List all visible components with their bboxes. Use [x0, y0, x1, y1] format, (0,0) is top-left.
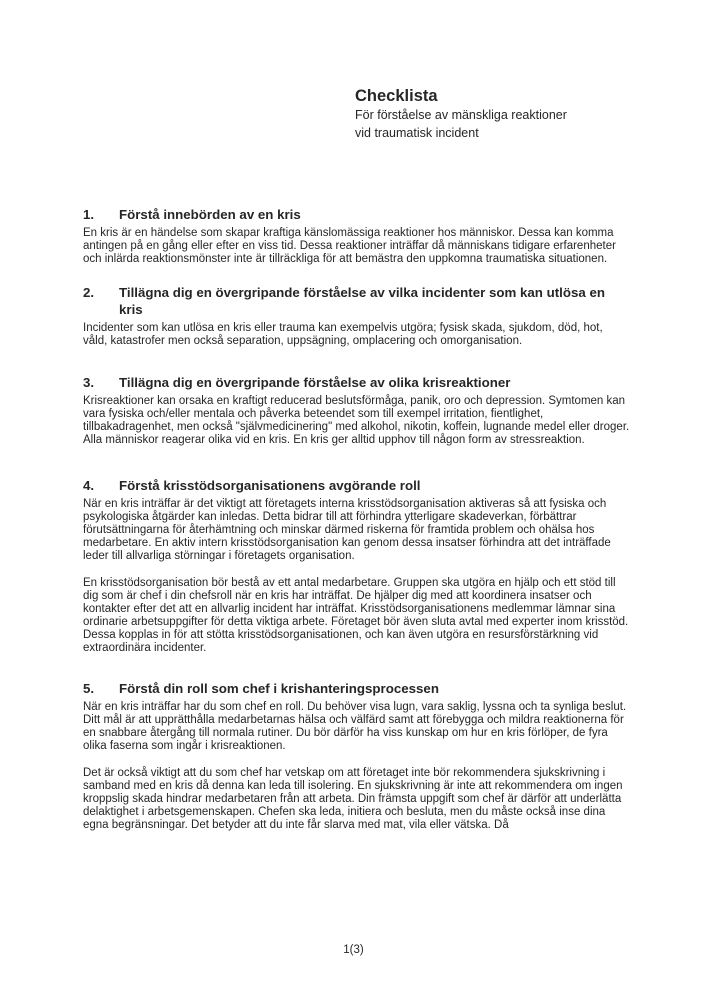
title-block — [355, 86, 630, 142]
section-5-paragraph-2: Det är också viktigt att du som chef har vetskap om att företaget inte bör rekommendera sjukskrivning i samband med en kris då denna kan leda till isolering. En sjukskrivning är inte att rekommendera om ingen kroppslig skada hindrar medarbetaren från att arbeta. Din främsta uppgift som chef är därför att underlätta delaktighet i arbetsgemenskapen. Chefen ska leda, initiera och besluta, men du måste också inse dina egna begränsningar. Det betyder att du inte får slarva med mat, vila eller vätska. Då — [83, 767, 623, 831]
section-4-paragraph-1: När en kris inträffar är det viktigt att företagets interna krisstödsorganisation aktiveras så att fysiska och psykologiska åtgärder kan inledas. Detta bidrar till att förhindra ytterligare skadeverkan, förbättrar förutsättningarna för återhämtning och minskar därmed riskerna för framtida problem och ohälsa hos medarbetare. En aktiv intern krisstödsorganisation kan genom dessa insatser förhindra att det inträffade leder till allvarliga störningar i företagets organisation. — [83, 498, 611, 562]
section-1-number: 1. — [83, 207, 95, 222]
section-2-paragraph-1: Incidenter som kan utlösa en kris eller trauma kan exempelvis utgöra; fysisk skada, sjukdom, död, hot, våld, katastrofer men också separation, uppsägning, omplacering och omorganisation. — [83, 322, 603, 347]
section-3-number: 3. — [83, 375, 95, 390]
section-5 — [83, 680, 630, 832]
section-4-paragraph-2: En krisstödsorganisation bör bestå av ett antal medarbetare. Gruppen ska utgöra en hjälp och ett stöd till dig som är chef i din chefsroll när en kris har inträffat. De hjälper dig med att koordinera insatser och kontakter efter det att en allvarlig incident har inträffat. Krisstödsorganisationens medlemmar lämnar sina ordinarie arbetsuppgifter för detta viktiga arbete. Företaget bör även sluta avtal med experter inom krisstöd. Dessa kopplas in för att stötta krisstödsorganisationen, och kan även utgöra en resursförstärkning vid extraordinära incidenter. — [83, 577, 629, 654]
section-5-heading — [83, 680, 630, 697]
section-1-title: Förstå innebörden av en kris — [119, 207, 301, 222]
section-2 — [83, 284, 630, 348]
section-3-paragraph-1: Krisreaktioner kan orsaka en kraftigt reducerad beslutsförmåga, panik, oro och depression. Symtomen kan vara fysiska och/eller mentala och påverka beteendet som till exempel irritation, fientlighet, tillbakadragenhet, men också "självmedicinering" med alkohol, nikotin, koffein, lugnande medel eller droger. Alla människor reagerar olika vid en kris. En kris ger alltid upphov till någon form av stressreaktion. — [83, 395, 630, 446]
document-subtitle-line-2: vid traumatisk incident — [355, 126, 479, 140]
document-content — [83, 0, 630, 832]
section-5-title: Förstå din roll som chef i krishanteringsprocessen — [119, 681, 439, 696]
section-1-heading — [83, 206, 630, 223]
section-2-number: 2. — [83, 285, 95, 300]
section-3-title: Tillägna dig en övergripande förståelse av olika krisreaktioner — [119, 375, 511, 390]
section-2-title: Tillägna dig en övergripande förståelse av vilka incidenter som kan utlösa en kris — [119, 285, 605, 317]
document-subtitle-line-1: För förståelse av mänskliga reaktioner — [355, 108, 567, 122]
section-1 — [83, 206, 630, 266]
section-5-number: 5. — [83, 681, 95, 696]
section-4-number: 4. — [83, 478, 95, 493]
section-4 — [83, 477, 630, 655]
page-number: 1(3) — [343, 944, 364, 956]
section-5-paragraph-1: När en kris inträffar har du som chef en roll. Du behöver visa lugn, vara saklig, lyssna och ta synliga beslut. Ditt mål är att upprätthålla medarbetarnas hälsa och välfärd samt att förebygga och mildra reaktionerna för en snabbare återgång till normala rutiner. Du bör därför ha viss kunskap om hur en kris förlöper, de fyra olika faserna som ingår i krisreaktionen. — [83, 701, 627, 752]
section-4-title: Förstå krisstödsorganisationens avgörande roll — [119, 478, 421, 493]
section-2-heading — [83, 284, 630, 318]
section-1-paragraph-1: En kris är en händelse som skapar kraftiga känslomässiga reaktioner hos människor. Dessa kan komma antingen på en gång eller efter en viss tid. Dessa reaktioner inträffar då människans tidigare erfarenheter och inlärda reaktionsmönster inte är tillräckliga för att bemästra den uppkomna traumatiska situationen. — [83, 227, 616, 265]
section-4-heading — [83, 477, 630, 494]
document-title: Checklista — [355, 87, 438, 105]
section-3 — [83, 374, 630, 447]
section-3-heading — [83, 374, 630, 391]
